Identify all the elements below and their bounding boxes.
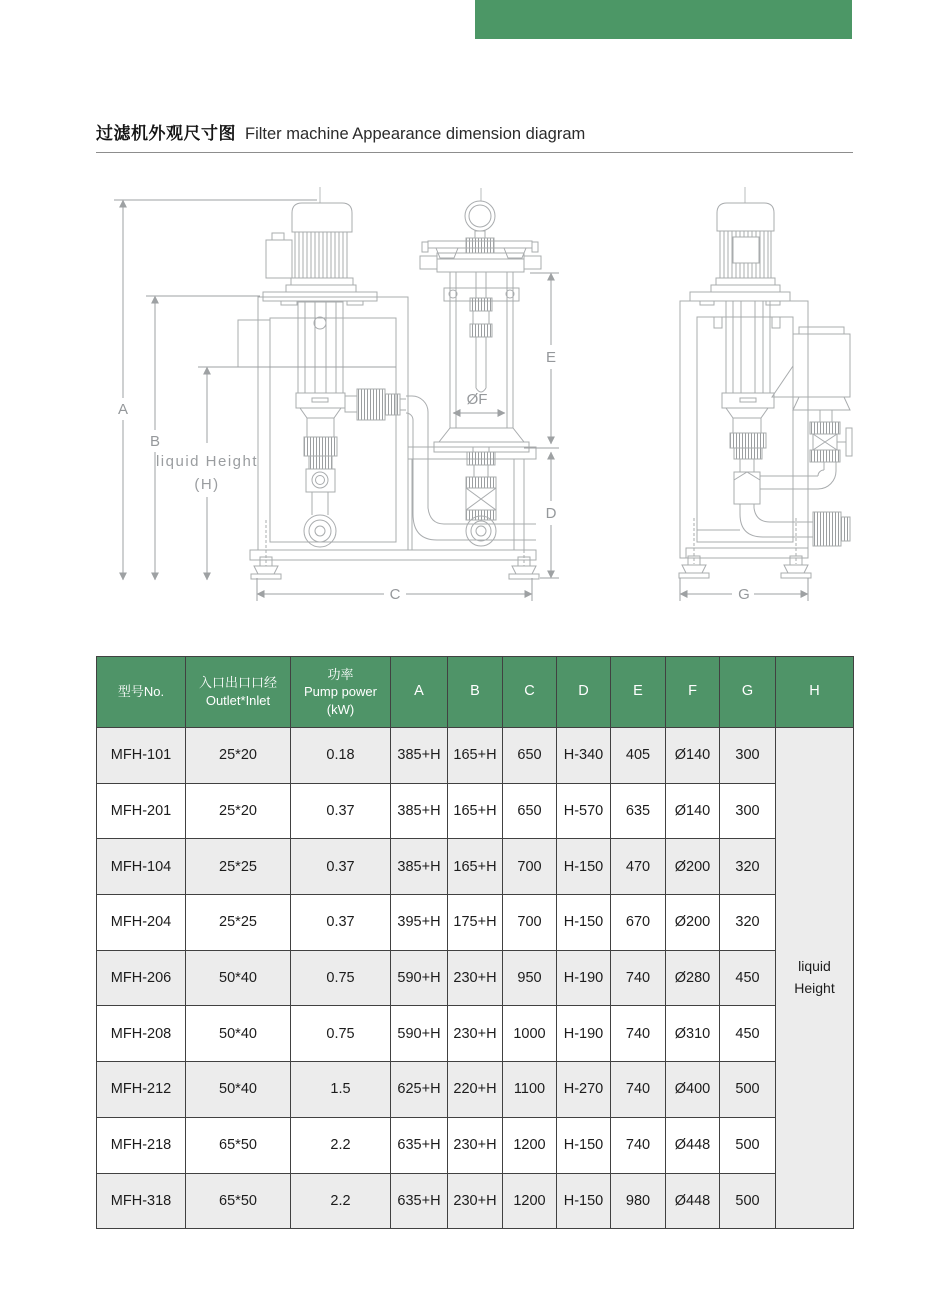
table-cell: H-190 xyxy=(557,1006,611,1062)
table-cell: 1.5 xyxy=(291,1062,391,1118)
table-cell: 740 xyxy=(611,1006,666,1062)
table-cell: 0.37 xyxy=(291,895,391,951)
liquid-height-note-line: liquid xyxy=(798,958,831,975)
table-cell: Ø448 xyxy=(666,1173,720,1229)
table-cell: 165+H xyxy=(448,728,503,784)
table-cell: H-150 xyxy=(557,839,611,895)
liquid-height-merged-cell xyxy=(776,728,854,1229)
table-cell: MFH-208 xyxy=(97,1006,186,1062)
table-row xyxy=(97,1062,854,1118)
table-cell: 1200 xyxy=(503,1173,557,1229)
table-cell: 635 xyxy=(611,783,666,839)
front-tank xyxy=(238,297,539,579)
dim-label-liquid-height: liquid Height xyxy=(155,453,259,470)
front-motor-junction-box xyxy=(266,240,292,278)
dim-label-d: D xyxy=(545,505,557,522)
table-cell: 0.75 xyxy=(291,950,391,1006)
table-cell: H-270 xyxy=(557,1062,611,1118)
table-cell: 230+H xyxy=(448,1173,503,1229)
table-row xyxy=(97,728,854,784)
table-cell: 65*50 xyxy=(186,1117,291,1173)
front-view-machine xyxy=(238,187,541,579)
liquid-height-note-line: Height xyxy=(794,980,835,997)
table-cell: 980 xyxy=(611,1173,666,1229)
table-cell: 220+H xyxy=(448,1062,503,1118)
table-cell: 700 xyxy=(503,839,557,895)
table-cell: 635+H xyxy=(391,1117,448,1173)
table-cell: 0.18 xyxy=(291,728,391,784)
table-cell: 470 xyxy=(611,839,666,895)
table-cell: H-340 xyxy=(557,728,611,784)
table-cell: 625+H xyxy=(391,1062,448,1118)
table-cell: 65*50 xyxy=(186,1173,291,1229)
table-cell: H-150 xyxy=(557,895,611,951)
table-cell: Ø200 xyxy=(666,895,720,951)
table-cell: MFH-201 xyxy=(97,783,186,839)
side-view-machine xyxy=(679,187,852,578)
table-cell: 395+H xyxy=(391,895,448,951)
header-dim-g: G xyxy=(720,657,776,728)
table-cell: 405 xyxy=(611,728,666,784)
table-cell: 650 xyxy=(503,783,557,839)
side-valve-and-box xyxy=(772,327,852,462)
table-cell: 2.2 xyxy=(291,1173,391,1229)
header-dim-a: A xyxy=(391,657,448,728)
dim-label-e: E xyxy=(545,349,557,366)
dim-label-b: B xyxy=(149,433,161,450)
table-cell: H-150 xyxy=(557,1173,611,1229)
table-cell: 50*40 xyxy=(186,950,291,1006)
table-cell: 700 xyxy=(503,895,557,951)
table-cell: 385+H xyxy=(391,839,448,895)
page-title-zh: 过滤机外观尺寸图 xyxy=(96,124,236,143)
table-cell: 0.37 xyxy=(291,783,391,839)
header-dim-e: E xyxy=(611,657,666,728)
table-cell: 650 xyxy=(503,728,557,784)
table-row xyxy=(97,839,854,895)
table-cell: MFH-204 xyxy=(97,895,186,951)
table-cell: MFH-104 xyxy=(97,839,186,895)
header-dim-b: B xyxy=(448,657,503,728)
page-title-en: Filter machine Appearance dimension diagram xyxy=(245,125,586,143)
table-cell: 635+H xyxy=(391,1173,448,1229)
table-row xyxy=(97,895,854,951)
dim-label-f: ØF xyxy=(466,391,488,408)
header-model: 型号No. xyxy=(97,657,186,728)
table-cell: 300 xyxy=(720,728,776,784)
table-body xyxy=(97,728,854,1229)
table-cell: 740 xyxy=(611,950,666,1006)
table-cell: 740 xyxy=(611,1062,666,1118)
table-cell: 670 xyxy=(611,895,666,951)
table-row xyxy=(97,950,854,1006)
table-header-row xyxy=(97,657,854,728)
header-dim-d: D xyxy=(557,657,611,728)
header-ports xyxy=(186,657,291,728)
table-cell: 230+H xyxy=(448,1117,503,1173)
table-cell: 740 xyxy=(611,1117,666,1173)
table-cell: 230+H xyxy=(448,950,503,1006)
table-cell: 590+H xyxy=(391,950,448,1006)
table-cell: Ø140 xyxy=(666,728,720,784)
table-cell: MFH-101 xyxy=(97,728,186,784)
dim-label-liquid-h: (H) xyxy=(194,476,220,493)
table-cell: 0.37 xyxy=(291,839,391,895)
dim-label-g: G xyxy=(738,586,750,603)
table-cell: 950 xyxy=(503,950,557,1006)
table-cell: 300 xyxy=(720,783,776,839)
header-power xyxy=(291,657,391,728)
table-cell: Ø280 xyxy=(666,950,720,1006)
table-cell: 385+H xyxy=(391,783,448,839)
table-cell: 1000 xyxy=(503,1006,557,1062)
table-cell: 175+H xyxy=(448,895,503,951)
table-cell: 385+H xyxy=(391,728,448,784)
table-cell: 500 xyxy=(720,1117,776,1173)
table-cell: 50*40 xyxy=(186,1006,291,1062)
table-row xyxy=(97,1117,854,1173)
header-ports-zh: 入口出口口经 xyxy=(198,675,277,691)
table-cell: Ø140 xyxy=(666,783,720,839)
dimension-lines xyxy=(114,200,808,601)
table-cell: Ø448 xyxy=(666,1117,720,1173)
table-cell: 450 xyxy=(720,1006,776,1062)
table-cell: 165+H xyxy=(448,839,503,895)
table-cell: 25*20 xyxy=(186,728,291,784)
table-cell: 25*20 xyxy=(186,783,291,839)
header-ports-en: Outlet*Inlet xyxy=(205,693,271,708)
table-cell: Ø400 xyxy=(666,1062,720,1118)
table-cell: 2.2 xyxy=(291,1117,391,1173)
header-power-en: Pump power xyxy=(304,684,377,700)
table-cell: H-190 xyxy=(557,950,611,1006)
table-cell: Ø200 xyxy=(666,839,720,895)
table-cell: H-570 xyxy=(557,783,611,839)
table-cell: 590+H xyxy=(391,1006,448,1062)
table-cell: MFH-318 xyxy=(97,1173,186,1229)
table-cell: MFH-206 xyxy=(97,950,186,1006)
table-cell: MFH-218 xyxy=(97,1117,186,1173)
dimension-diagram xyxy=(0,0,950,640)
header-dim-c: C xyxy=(503,657,557,728)
table-row xyxy=(97,783,854,839)
table-cell: 0.75 xyxy=(291,1006,391,1062)
front-filter xyxy=(420,201,541,452)
dim-label-c: C xyxy=(389,586,401,603)
table-cell: H-150 xyxy=(557,1117,611,1173)
table-row xyxy=(97,1006,854,1062)
front-motor xyxy=(263,203,377,305)
header-dim-f: F xyxy=(666,657,720,728)
table-cell: 320 xyxy=(720,895,776,951)
table-cell: 450 xyxy=(720,950,776,1006)
front-pump xyxy=(296,302,345,547)
table-cell: 1200 xyxy=(503,1117,557,1173)
table-cell: 25*25 xyxy=(186,895,291,951)
header-power-unit: (kW) xyxy=(326,701,355,717)
table-cell: 500 xyxy=(720,1173,776,1229)
table-cell: 50*40 xyxy=(186,1062,291,1118)
spec-table xyxy=(96,656,854,1229)
table-cell: 500 xyxy=(720,1062,776,1118)
dimension-labels xyxy=(118,349,750,603)
table-cell: MFH-212 xyxy=(97,1062,186,1118)
table-cell: 230+H xyxy=(448,1006,503,1062)
table-cell: 1100 xyxy=(503,1062,557,1118)
header-dim-h: H xyxy=(776,657,854,728)
table-cell: 25*25 xyxy=(186,839,291,895)
table-cell: 165+H xyxy=(448,783,503,839)
valve-handwheel xyxy=(846,428,852,456)
table-cell: 320 xyxy=(720,839,776,895)
table-cell: Ø310 xyxy=(666,1006,720,1062)
dim-label-a: A xyxy=(117,401,129,418)
table-row xyxy=(97,1173,854,1229)
side-motor xyxy=(690,203,790,305)
header-power-zh: 功率 xyxy=(327,666,354,682)
